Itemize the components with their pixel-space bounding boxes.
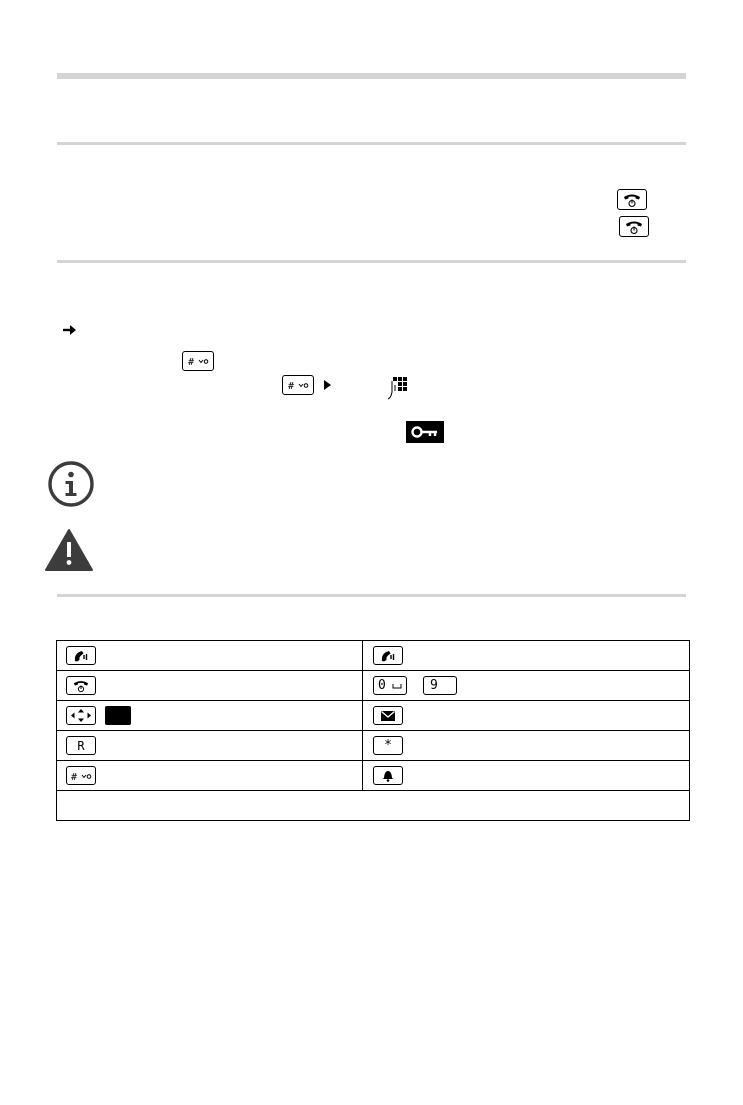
table-cell bbox=[57, 641, 363, 671]
table-cell bbox=[57, 671, 363, 701]
hash-lock-key-icon bbox=[66, 766, 96, 785]
info-icon bbox=[47, 460, 95, 508]
control-key-icon bbox=[66, 706, 96, 725]
table-row bbox=[57, 671, 690, 701]
end-call-power-key-icon bbox=[617, 189, 647, 210]
table-cell bbox=[363, 641, 690, 671]
hash-lock-key-icon bbox=[182, 351, 214, 371]
table-cell bbox=[57, 731, 363, 761]
table-cell bbox=[57, 761, 363, 791]
table-row bbox=[57, 791, 690, 821]
keypad-hand-icon bbox=[387, 376, 411, 400]
table-cell bbox=[363, 701, 690, 731]
table-cell bbox=[363, 731, 690, 761]
end-call-power-key-icon bbox=[66, 676, 96, 695]
section-rule-keypad-lock bbox=[57, 260, 686, 263]
message-key-icon bbox=[373, 706, 403, 725]
end-call-power-key-icon bbox=[619, 216, 649, 237]
header-rule bbox=[57, 73, 686, 79]
table-row bbox=[57, 701, 690, 731]
star-label: * bbox=[384, 738, 392, 753]
digit-0-label: 0 bbox=[378, 678, 386, 693]
talk-key-icon bbox=[66, 646, 96, 665]
table-cell bbox=[57, 701, 363, 731]
table-row bbox=[57, 641, 690, 671]
hash-glyph: # bbox=[188, 357, 195, 367]
display-key-icon bbox=[105, 706, 131, 725]
key-lock-status-icon bbox=[406, 421, 444, 443]
key-overview-table bbox=[56, 640, 690, 821]
table-row bbox=[57, 761, 690, 791]
hash-glyph: # bbox=[288, 381, 295, 391]
table-cell bbox=[363, 761, 690, 791]
digit-0-key-icon bbox=[373, 676, 407, 695]
hash-glyph: # bbox=[71, 771, 78, 782]
arrow-right-icon bbox=[62, 324, 78, 336]
digit-9-label: 9 bbox=[430, 678, 438, 693]
arrow-triangle-icon bbox=[324, 380, 331, 390]
star-key-icon bbox=[373, 736, 403, 755]
digit-9-key-icon bbox=[423, 676, 457, 695]
table-row bbox=[57, 731, 690, 761]
hash-lock-key-icon bbox=[282, 375, 314, 395]
table-cell-note bbox=[57, 791, 690, 821]
bell-key-icon bbox=[373, 766, 403, 785]
section-rule-key-table bbox=[57, 594, 686, 597]
table-cell bbox=[363, 671, 690, 701]
recall-label: R bbox=[77, 738, 85, 753]
space-glyph-icon bbox=[392, 683, 402, 689]
section-rule-power bbox=[57, 142, 686, 145]
warning-icon bbox=[44, 528, 94, 572]
talk-key-icon bbox=[373, 646, 403, 665]
recall-key-icon bbox=[66, 736, 96, 755]
